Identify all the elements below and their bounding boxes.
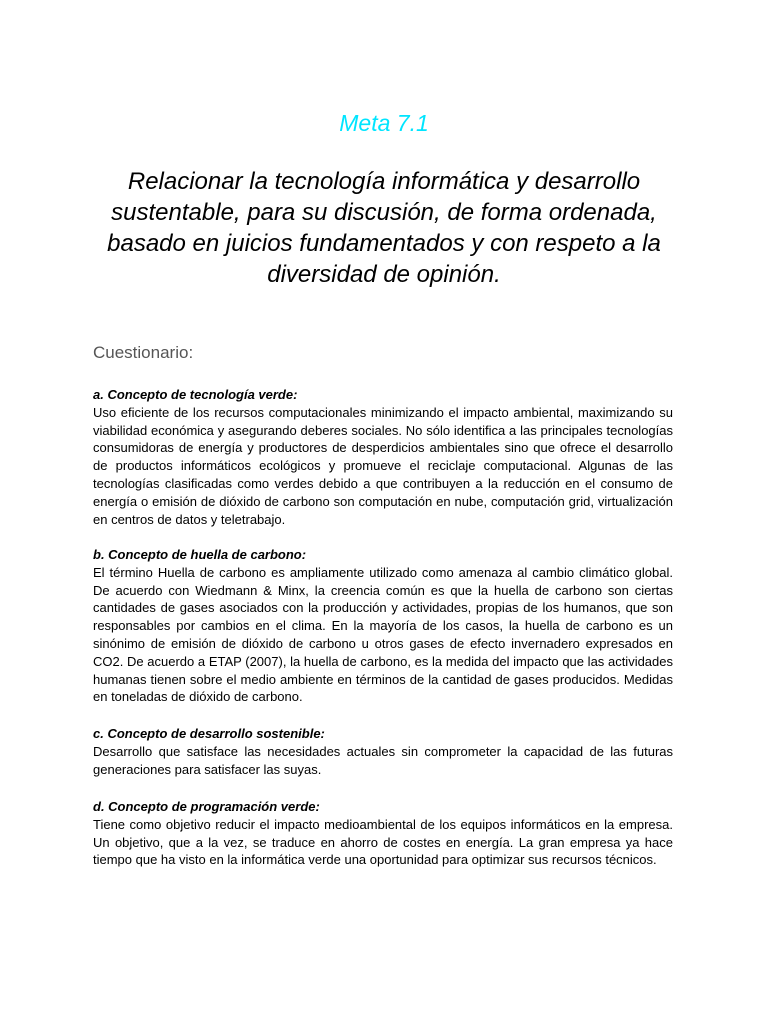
- section-body: Desarrollo que satisface las necesidades actuales sin comprometer la capacidad de las futuras generaciones para satisfacer las suyas.: [93, 743, 673, 777]
- section-carbon-footprint: [93, 546, 673, 706]
- questionnaire-heading: Cuestionario:: [93, 343, 194, 362]
- section-body: Tiene como objetivo reducir el impacto medioambiental de los equipos informáticos en la empresa. Un objetivo, que a la vez, se traduce en ahorro de costes en energía. La gran empresa ya hace tiempo que ha visto en la informática verde una oportunidad para optimizar sus recursos técnicos.: [93, 816, 673, 868]
- section-green-technology: [93, 386, 673, 528]
- section-green-programming: [93, 798, 673, 869]
- section-title: b. Concepto de huella de carbono:: [93, 547, 307, 562]
- meta-title: Meta 7.1: [339, 110, 429, 136]
- objective-statement: Relacionar la tecnología informática y desarrollo sustentable, para su discusión, de forma ordenada, basado en juicios fundamentados y con respeto a la diversidad de opinión.: [107, 168, 661, 288]
- section-sustainable-development: [93, 725, 673, 778]
- section-title: a. Concepto de tecnología verde:: [93, 387, 298, 402]
- section-body: El término Huella de carbono es ampliamente utilizado como amenaza al cambio climático global. De acuerdo con Wiedmann & Minx, la creencia común es que la huella de carbono son ciertas cantidades de gases asociados con la producción y actividades, propias de los humanos, que son responsables por cambios en el clima. En la mayoría de los casos, la huella de carbono es un sinónimo de emisión de dióxido de carbono u otros gases de efecto invernadero expresados en CO2. De acuerdo a ETAP (2007), la huella de carbono, es la medida del impacto que las actividades humanas tienen sobre el medio ambiente en términos de la cantidad de gases producidos. Medidas en toneladas de dióxido de carbono.: [93, 564, 673, 705]
- section-title: d. Concepto de programación verde:: [93, 799, 320, 814]
- section-title: c. Concepto de desarrollo sostenible:: [93, 726, 325, 741]
- section-body: Uso eficiente de los recursos computacionales minimizando el impacto ambiental, maximizando su viabilidad económica y asegurando deberes sociales. No sólo identifica a las principales tecnologías consumidoras de energía y productores de desperdicios ambientales sino que ofrece el desarrollo de productos informáticos ecológicos y promueve el reciclaje computacional. Algunas de las tecnologías clasificadas como verdes debido a que contribuyen a la reducción en el consumo de energía o emisión de dióxido de carbono son computación en nube, computación grid, virtualización en centros de datos y teletrabajo.: [93, 404, 673, 527]
